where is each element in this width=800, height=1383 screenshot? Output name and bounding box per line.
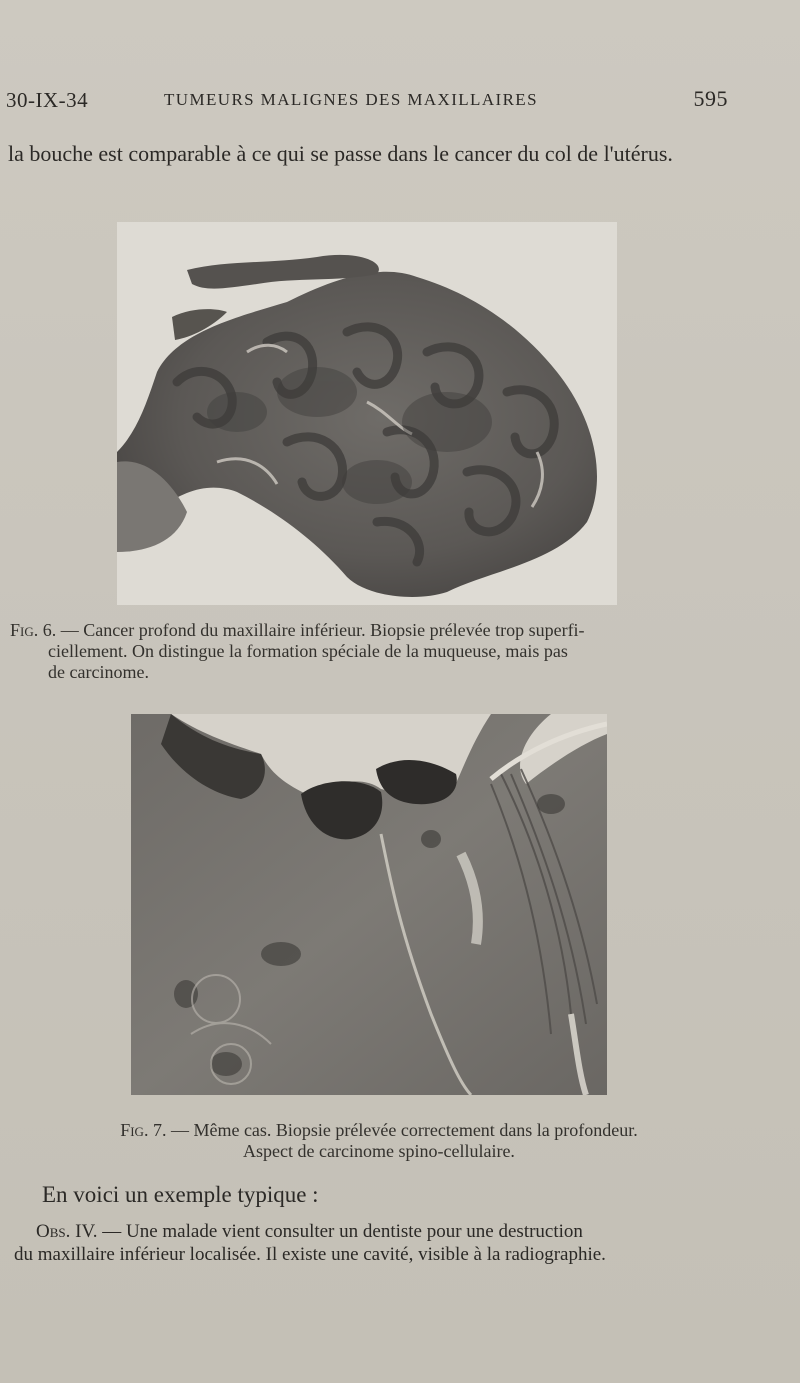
observation-paragraph: [14, 1220, 730, 1266]
running-header: [6, 84, 728, 118]
paragraph-continued: la bouche est comparable à ce qui se passe dans le cancer du col de l'utérus.: [8, 141, 673, 166]
figure-6-caption-line2: ciellement. On distingue la formation spéciale de la muqueuse, mais pas: [48, 641, 568, 661]
figure-6-abbr: Fig.: [10, 620, 39, 640]
observation-label: Obs. IV.: [36, 1221, 98, 1242]
observation-first-line: [14, 1220, 730, 1243]
figure-7-micrograph: [131, 714, 607, 1095]
figure-7-caption: [34, 1120, 724, 1162]
figure-6-caption-line1: — Cancer profond du maxillaire inférieur. Biopsie prélevée trop superfi-: [60, 620, 585, 640]
figure-7-number: 7.: [152, 1120, 167, 1140]
figure-7-abbr: Fig.: [120, 1120, 149, 1140]
header-title: TUMEURS MALIGNES DES MAXILLAIRES: [164, 90, 538, 109]
page-number: 595: [693, 86, 728, 111]
figure-6-label: [10, 620, 585, 640]
figure-6-micrograph: [117, 222, 617, 605]
figure-7-caption-line2: Aspect de carcinome spino-cellulaire.: [243, 1141, 515, 1161]
figure-7-image: [131, 714, 607, 1095]
lead-in-sentence: En voici un exemple typique :: [42, 1182, 319, 1207]
figure-7-caption-first-line: [34, 1120, 724, 1141]
figure-6-caption-line3: de carcinome.: [48, 662, 149, 682]
figure-7-caption-line1: — Même cas. Biopsie prélevée correctement dans la profondeur.: [170, 1120, 638, 1140]
figure-6-number: 6.: [42, 620, 57, 640]
figure-6-caption: [10, 620, 762, 683]
observation-line2: du maxillaire inférieur localisée. Il existe une cavité, visible à la radiographie.: [14, 1244, 606, 1265]
observation-line1: — Une malade vient consulter un dentiste pour une destruction: [102, 1221, 583, 1242]
header-date: 30-IX-34: [6, 88, 89, 112]
figure-6-image: [117, 222, 617, 605]
